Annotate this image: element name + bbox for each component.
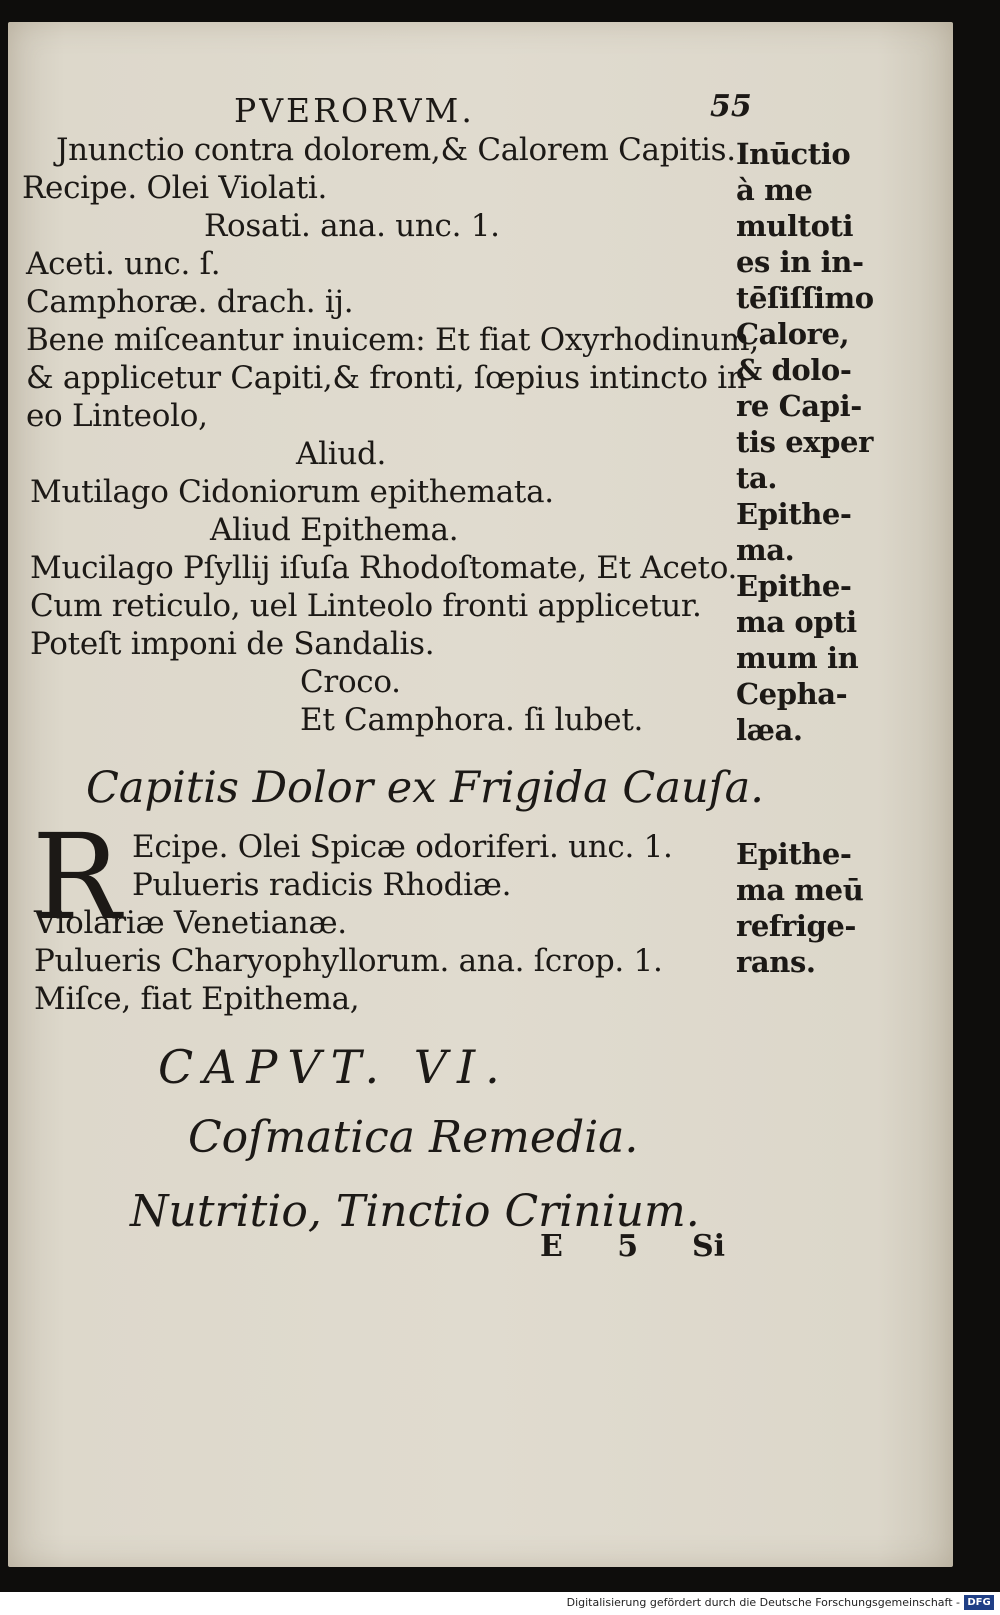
margin-note-16: Cepha- xyxy=(736,677,848,711)
text-line-10: Mutilago Cidoniorum epithemata. xyxy=(30,474,554,510)
margin-note-21: rans. xyxy=(736,945,816,979)
margin-note-17: læa. xyxy=(736,713,803,747)
margin-note-7: & dolo- xyxy=(736,353,852,387)
chapter-title: CAPVT. VI. xyxy=(158,1040,510,1094)
margin-note-4: es in in- xyxy=(736,245,864,279)
text-line-9: Aliud. xyxy=(296,436,387,472)
margin-note-9: tis exper xyxy=(736,425,873,459)
margin-note-2: à me xyxy=(736,173,813,207)
chapter-subtitle-2: Nutritio, Tinctio Crinium. xyxy=(130,1186,700,1237)
margin-note-11: Epithe- xyxy=(736,497,852,531)
text-line-7: & applicetur Capiti,& fronti, ſœpius intincto in xyxy=(26,360,747,396)
text-line-15: Croco. xyxy=(300,664,401,700)
text-line-3: Rosati. ana. unc. 1. xyxy=(204,208,500,244)
text-line-14: Poteſt imponi de Sandalis. xyxy=(30,626,435,662)
text-line-16: Et Camphora. ſi lubet. xyxy=(300,702,644,738)
dfg-logo: DFG xyxy=(964,1595,994,1610)
margin-note-5: tēſiſſimo xyxy=(736,281,874,315)
page-number: 55 xyxy=(710,89,752,124)
text-line-8: eo Linteolo, xyxy=(26,398,208,434)
margin-note-10: ta. xyxy=(736,461,778,495)
margin-note-20: refrige- xyxy=(736,909,857,943)
recipe-line-4: Pulueris Charyophyllorum. ana. ſcrop. 1. xyxy=(34,943,663,979)
margin-note-18: Epithe- xyxy=(736,837,852,871)
text-line-5: Camphoræ. drach. ij. xyxy=(26,284,354,320)
running-title: PVERORVM. xyxy=(234,91,475,130)
text-line-12: Mucilago Pſyllij iſuſa Rhodoſtomate, Et Aceto. xyxy=(30,550,738,586)
text-line-11: Aliud Epithema. xyxy=(210,512,459,548)
footer-bar xyxy=(0,1592,1000,1615)
section-heading: Capitis Dolor ex Frigida Cauſa. xyxy=(86,763,764,813)
recipe-line-3: Violariæ Venetianæ. xyxy=(34,905,347,941)
margin-note-14: ma opti xyxy=(736,605,857,639)
drop-cap: R xyxy=(32,808,121,946)
text-line-1: Jnunctio contra dolorem,& Calorem Capitis. xyxy=(56,132,736,168)
margin-note-19: ma meū xyxy=(736,873,864,907)
chapter-subtitle: Coſmatica Remedia. xyxy=(188,1112,639,1163)
margin-note-15: mum in xyxy=(736,641,859,675)
catchword: Si xyxy=(692,1229,726,1264)
recipe-line-2: Pulueris radicis Rhodiæ. xyxy=(132,867,512,903)
text-line-4: Aceti. unc. ſ. xyxy=(26,246,221,282)
book-page xyxy=(8,22,953,1567)
signature-mark: E 5 xyxy=(540,1229,661,1264)
text-line-13: Cum reticulo, uel Linteolo fronti applicetur. xyxy=(30,588,702,624)
margin-note-8: re Capi- xyxy=(736,389,862,423)
margin-note-3: multoti xyxy=(736,209,854,243)
recipe-line-1: Ecipe. Olei Spicæ odoriferi. unc. 1. xyxy=(132,829,673,865)
margin-note-13: Epithe- xyxy=(736,569,852,603)
margin-note-1: Inūctio xyxy=(736,137,851,171)
margin-note-6: Calore, xyxy=(736,317,850,351)
text-line-2: Recipe. Olei Violati. xyxy=(22,170,328,206)
text-line-6: Bene miſceantur inuicem: Et fiat Oxyrhodinum, xyxy=(26,322,759,358)
funding-credit: Digitalisierung gefördert durch die Deutsche Forschungsgemeinschaft - xyxy=(566,1596,960,1609)
margin-note-12: ma. xyxy=(736,533,795,567)
recipe-line-5: Miſce, fiat Epithema, xyxy=(34,981,360,1017)
